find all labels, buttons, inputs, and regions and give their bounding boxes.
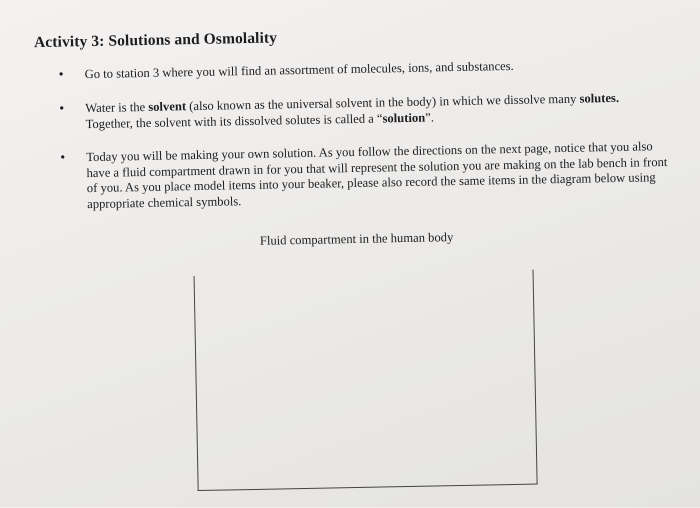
bullet-text-station: Go to station 3 where you will find an assortment of molecules, ions, and substances. — [84, 58, 514, 82]
text-segment: (also known as the universal solvent in the body) in which we dissolve many — [185, 91, 580, 114]
diagram-caption: Fluid compartment in the human body — [259, 230, 454, 248]
bullet-marker: • — [59, 101, 65, 117]
term-solutes: solutes. — [579, 90, 620, 106]
fluid-compartment-box[interactable] — [194, 270, 538, 491]
bullet-text-instructions: Today you will be making your own solution. As you follow the directions on the next page, notice that you also have a fluid compartment drawn in for you that will represent the solution you are making on the lab bench in front of you. As you place model items into your beaker, please also record the same items in the diagram below using appropriate chemical symbols. — [86, 139, 668, 211]
term-solvent: solvent — [148, 99, 187, 114]
text-segment: Together, the solvent with its dissolved solutes is called a “ — [85, 111, 383, 131]
bullet-text-solvent — [85, 90, 675, 133]
bullet-marker: • — [60, 150, 66, 166]
text-segment: Water is the — [85, 99, 149, 116]
bullet-marker: • — [58, 67, 64, 83]
term-solution: solution — [382, 110, 426, 126]
text-segment: ”. — [425, 110, 435, 125]
page-title: Activity 3: Solutions and Osmolality — [33, 29, 278, 52]
